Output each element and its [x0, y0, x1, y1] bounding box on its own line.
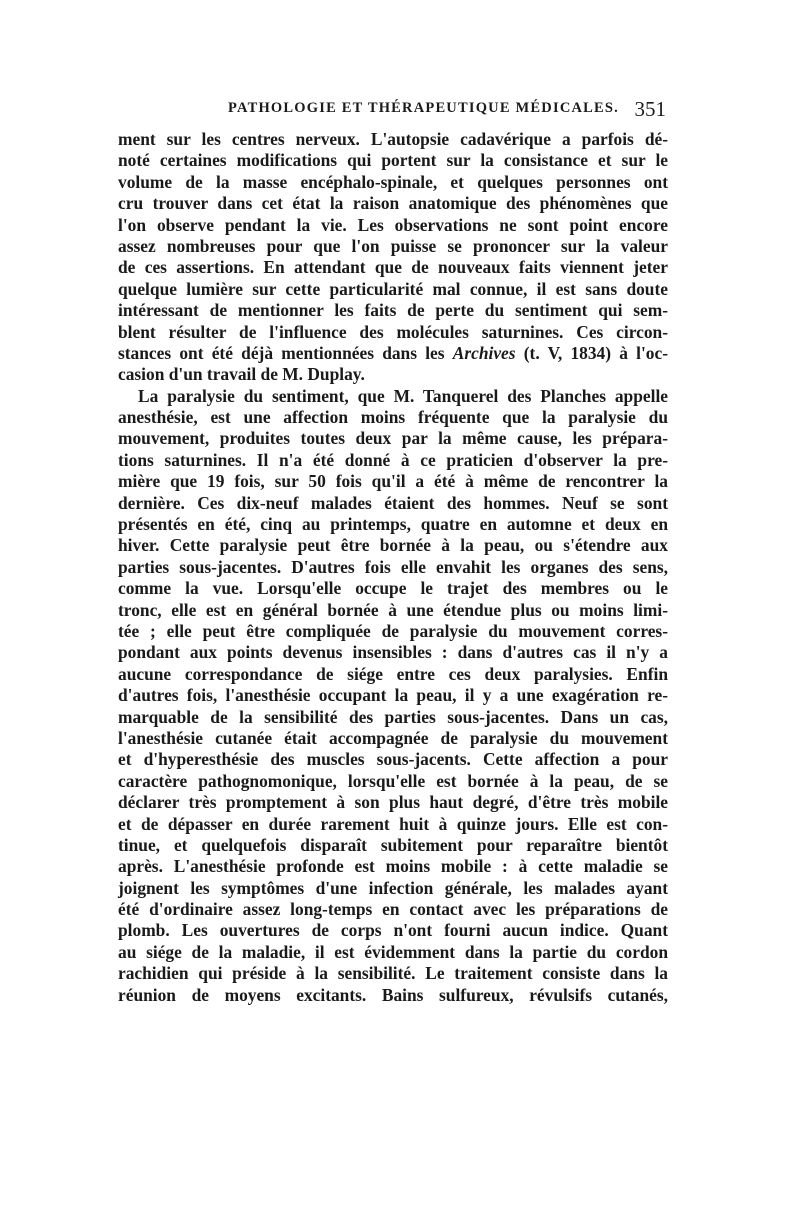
- text-line: caractère pathognomonique, lorsqu'elle est bornée à la peau, de se: [118, 770, 668, 791]
- text-line: cru trouver dans cet état la raison anatomique des phénomènes que: [118, 193, 668, 214]
- running-head: [118, 97, 666, 124]
- text-line: dernière. Ces dix-neuf malades étaient des hommes. Neuf se sont: [118, 492, 668, 513]
- text-line: pondant aux points devenus insensibles : dans d'autres cas il n'y a: [118, 642, 668, 663]
- text-line: mouvement, produites toutes deux par la même cause, les prépara-: [118, 428, 668, 449]
- text-line: tronc, elle est en général bornée à une étendue plus ou moins limi-: [118, 599, 668, 620]
- text-line: parties sous-jacentes. D'autres fois elle envahit les organes des sens,: [118, 556, 668, 577]
- text-line: blent résulter de l'influence des molécules saturnines. Ces circon-: [118, 321, 668, 342]
- text-line: mière que 19 fois, sur 50 fois qu'il a été à même de rencontrer la: [118, 471, 668, 492]
- text-line: anesthésie, est une affection moins fréquente que la paralysie du: [118, 407, 668, 428]
- text-line: réunion de moyens excitants. Bains sulfureux, révulsifs cutanés,: [118, 984, 668, 1005]
- text-line: rachidien qui préside à la sensibilité. Le traitement consiste dans la: [118, 963, 668, 984]
- text-line: joignent les symptômes d'une infection générale, les malades ayant: [118, 877, 668, 898]
- text-line: de ces assertions. En attendant que de nouveaux faits viennent jeter: [118, 257, 668, 278]
- text-line: marquable de la sensibilité des parties sous-jacentes. Dans un cas,: [118, 706, 668, 727]
- text-line: tinue, et quelquefois disparaît subitement pour reparaître bientôt: [118, 834, 668, 855]
- italic-title: Archives: [452, 342, 516, 363]
- text-line: et d'hyperesthésie des muscles sous-jacents. Cette affection a pour: [118, 749, 668, 770]
- text-line: tions saturnines. Il n'a été donné à ce praticien d'observer la pre-: [118, 449, 668, 470]
- text-line: l'on observe pendant la vie. Les observations ne sont point encore: [118, 214, 668, 235]
- text-line: comme la vue. Lorsqu'elle occupe le trajet des membres ou le: [118, 578, 668, 599]
- text-line: et de dépasser en durée rarement huit à quinze jours. Elle est con-: [118, 813, 668, 834]
- text-line: d'autres fois, l'anesthésie occupant la peau, il y a une exagération re-: [118, 685, 668, 706]
- text-line: ment sur les centres nerveux. L'autopsie cadavérique a parfois dé-: [118, 129, 668, 149]
- text-line: quelque lumière sur cette particularité mal connue, il est sans doute: [118, 278, 668, 299]
- text-line: déclarer très promptement à son plus haut degré, d'être très mobile: [118, 792, 668, 813]
- text-line: présentés en été, cinq au printemps, quatre en automne et deux en: [118, 514, 668, 535]
- running-title: PATHOLOGIE ET THÉRAPEUTIQUE MÉDICALES.: [228, 100, 619, 116]
- body-text: [118, 129, 668, 1006]
- text-line: au siége de la maladie, il est évidemment dans la partie du cordon: [118, 941, 668, 962]
- text-line: noté certaines modifications qui portent sur la consistance et sur le: [118, 150, 668, 171]
- text-line: volume de la masse encéphalo-spinale, et quelques personnes ont: [118, 171, 668, 192]
- text-line: après. L'anesthésie profonde est moins mobile : à cette maladie se: [118, 856, 668, 877]
- text-line: tée ; elle peut être compliquée de paralysie du mouvement corres-: [118, 620, 668, 641]
- text-line: La paralysie du sentiment, que M. Tanquerel des Planches appelle: [138, 385, 668, 406]
- text-line: été d'ordinaire assez long-temps en contact avec les préparations de: [118, 899, 668, 920]
- text-line: assez nombreuses pour que l'on puisse se prononcer sur la valeur: [118, 235, 668, 256]
- text-line: l'anesthésie cutanée était accompagnée de paralysie du mouvement: [118, 727, 668, 748]
- text-line: plomb. Les ouvertures de corps n'ont fourni aucun indice. Quant: [118, 920, 668, 941]
- page-number: 351: [634, 97, 666, 121]
- text-line: stances ont été déjà mentionnées dans les Archives (t. V, 1834) à l'oc-: [118, 342, 668, 363]
- text-line: aucune correspondance de siége entre ces deux paralysies. Enfin: [118, 663, 668, 684]
- text-line: hiver. Cette paralysie peut être bornée à la peau, ou s'étendre aux: [118, 535, 668, 556]
- text-line: casion d'un travail de M. Duplay.: [118, 364, 365, 385]
- text-line: intéressant de mentionner les faits de perte du sentiment qui sem-: [118, 300, 668, 321]
